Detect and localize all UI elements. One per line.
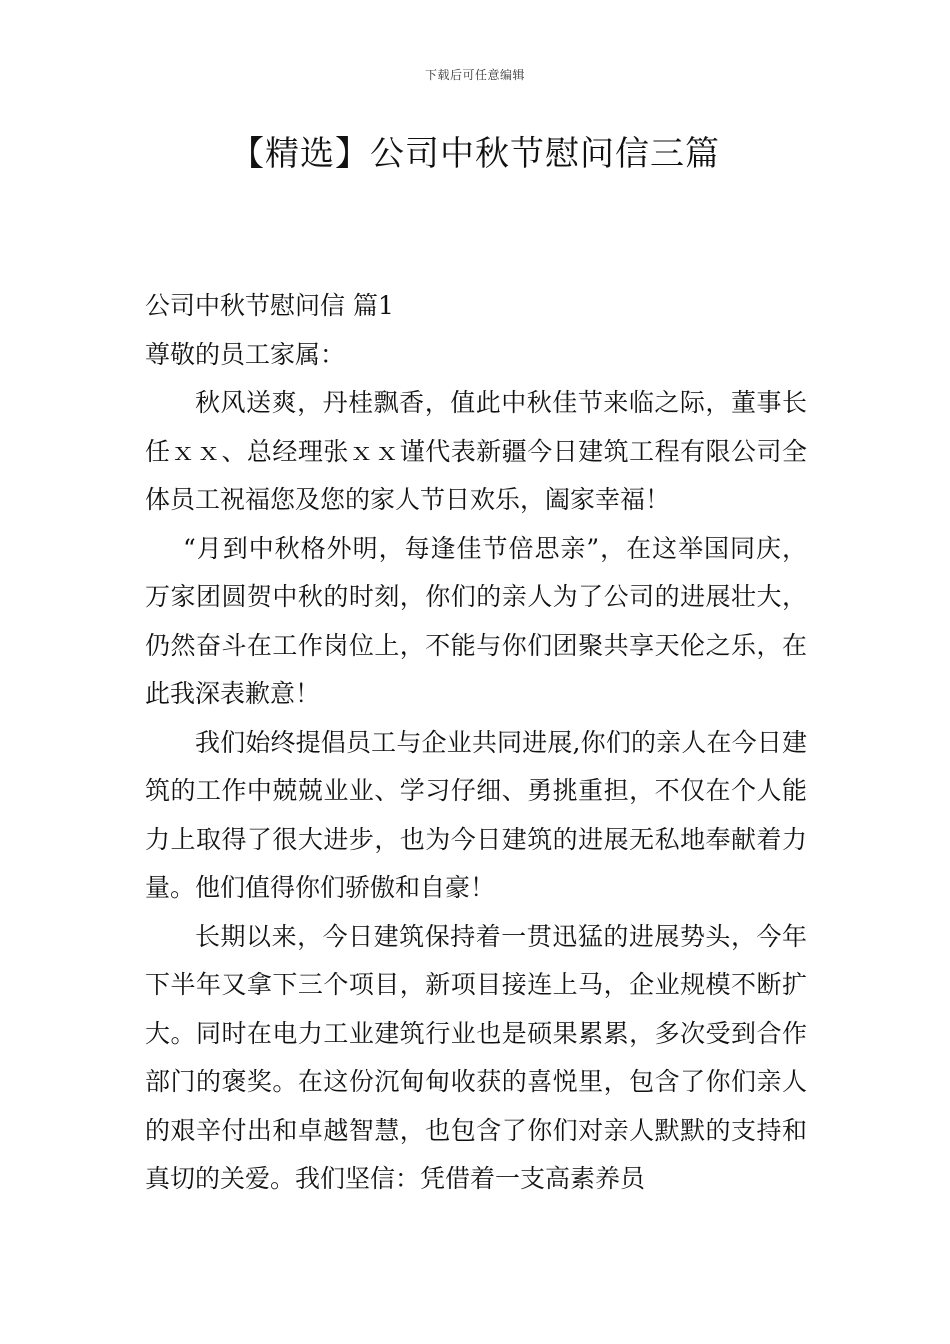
document-title: 【精选】公司中秋节慰问信三篇 bbox=[230, 134, 720, 174]
salutation: 尊敬的员工家属： bbox=[145, 339, 346, 369]
header-note: 下载后可任意编辑 bbox=[424, 68, 525, 82]
paragraph-2: “月到中秋格外明，每逢佳节倍思亲”，在这举国同庆，万家团圆贺中秋的时刻，你们的亲人为了公司的进展壮大，仍然奋斗在工作岗位上，不能与你们团聚共享天伦之乐，在此我深表歉意！ bbox=[145, 533, 807, 708]
section-heading: 公司中秋节慰问信 篇1 bbox=[145, 291, 394, 320]
paragraph-4: 长期以来，今日建筑保持着一贯迅猛的进展势头，今年下半年又拿下三个项目，新项目接连上马，企业规模不断扩大。同时在电力工业建筑行业也是硕果累累，多次受到合作部门的褒奖。在这份沉甸甸收获的喜悦里，包含了你们亲人的艰辛付出和卓越智慧，也包含了你们对亲人默默的支持和真切的关爱。我们坚信：凭借着一支高素养员 bbox=[145, 921, 807, 1193]
paragraph-1: 秋风送爽，丹桂飘香，值此中秋佳节来临之际，董事长任ｘｘ、总经理张ｘｘ谨代表新疆今日建筑工程有限公司全体员工祝福您及您的家人节日欢乐，阖家幸福！ bbox=[145, 388, 807, 514]
paragraph-3: 我们始终提倡员工与企业共同进展,你们的亲人在今日建筑的工作中兢兢业业、学习仔细、勇挑重担，不仅在个人能力上取得了很大进步，也为今日建筑的进展无私地奉献着力量。他们值得你们骄傲和自豪！ bbox=[145, 727, 807, 902]
letter-body bbox=[145, 282, 807, 1204]
